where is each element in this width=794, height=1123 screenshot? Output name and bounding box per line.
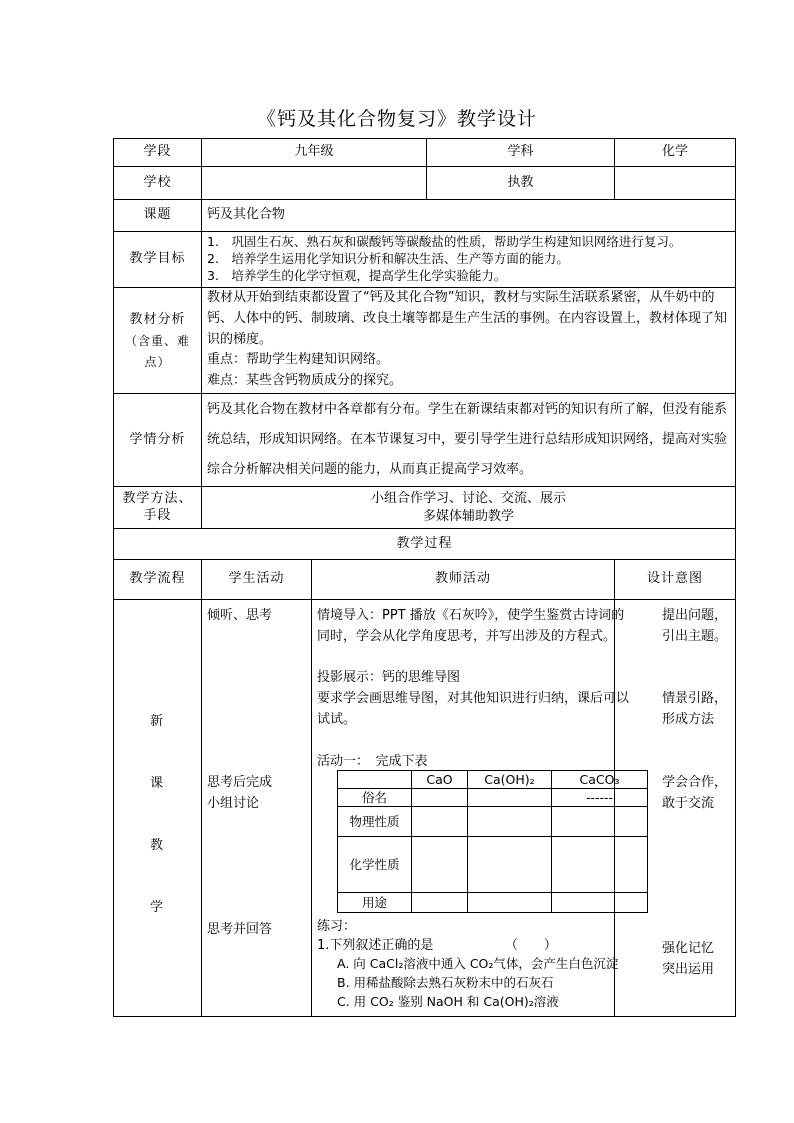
material-content: [202, 288, 736, 394]
students-text: 钙及其化合物在教材中各章都有分布。学生在新课结束都对钙的知识有所了解，但没有能系统总结，形成知识网络。在本节课复习中，要引导学生进行总结形成知识网络，提高对实验综合分析解决相关问题的能力，从而真正提高学习效率。: [202, 394, 736, 487]
flow-cell: [114, 600, 202, 1017]
question-1: 1.下列叙述正确的是 （ ）: [317, 938, 557, 953]
teacher-requirement-line-1: 要求学会画思维导图，对其他知识进行归纳，课后可以: [317, 691, 630, 706]
material-text: 教材从开始到结束都设置了“钙及其化合物”知识，教材与实际生活联系紧密，从牛奶中的钙、人体中的钙、制玻璃、改良土壤等都是生产生活的事例。在内容设置上，教材体现了知识的梯度。: [207, 290, 728, 347]
table-cell: [412, 789, 468, 807]
subject-label: 学科: [427, 139, 615, 167]
col-student: 学生活动: [202, 560, 312, 600]
material-label: 教材分析: [129, 312, 186, 328]
intent-text: 情景引路，: [662, 691, 728, 706]
teacher-projection: 投影展示：钙的思维导图: [317, 670, 461, 685]
table-cell: [552, 807, 648, 837]
teacher-intro-line-1: 情境导入：PPT 播放《石灰吟》，使学生鉴赏古诗词的: [317, 608, 625, 623]
methods-line-1: 小组合作学习、讨论、交流、展示: [371, 490, 567, 506]
row-label: 物理性质: [338, 807, 412, 837]
material-label-cell: [114, 288, 202, 394]
stage-value: 九年级: [202, 139, 427, 167]
table-cell: [468, 789, 552, 807]
goal-item: 1. 巩固生石灰、熟石灰和碳酸钙等碳酸盐的性质，帮助学生构建知识网络进行复习。: [207, 234, 682, 250]
teacher-label: 执教: [427, 167, 615, 200]
stage-char: 课: [150, 776, 164, 791]
option-c: C. 用 CO₂ 鉴别 NaOH 和 Ca(OH)₂溶液: [337, 994, 559, 1009]
table-cell: [412, 893, 468, 913]
topic-value: 钙及其化合物: [202, 200, 736, 232]
table-cell: [552, 893, 648, 913]
students-label: 学情分析: [114, 394, 202, 487]
methods-label: 教学方法、手段: [114, 487, 202, 529]
student-activity: 思考并回答: [207, 922, 273, 937]
table-cell: [552, 837, 648, 893]
intent-text: 学会合作，: [662, 775, 728, 790]
goals-label: 教学目标: [114, 232, 202, 288]
option-a: A. 向 CaCl₂溶液中通入 CO₂气体，会产生白色沉淀: [337, 956, 619, 971]
option-b: B. 用稀盐酸除去熟石灰粉末中的石灰石: [337, 975, 554, 990]
intent-text: 提出问题，: [662, 608, 728, 623]
compound-table: [337, 770, 648, 913]
stage-char: 教: [150, 838, 164, 853]
goals-list: [202, 232, 736, 288]
table-cell: [468, 807, 552, 837]
process-header: 教学过程: [114, 529, 736, 560]
stage-char: 新: [150, 714, 164, 729]
methods-content: [202, 487, 736, 529]
subject-value: 化学: [615, 139, 736, 167]
document-title: 《钙及其化合物复习》教学设计: [256, 108, 537, 130]
intent-text: 强化记忆: [662, 941, 715, 956]
material-label-sub: （含重、难点）: [124, 334, 190, 369]
teacher-requirement-line-2: 试试。: [317, 712, 357, 727]
stage-label: 学段: [114, 139, 202, 167]
col-intent: 设计意图: [615, 560, 736, 600]
col-teacher: 教师活动: [312, 560, 615, 600]
intent-text: 形成方法: [662, 712, 715, 727]
key-point: 重点：帮助学生构建知识网络。: [207, 352, 390, 368]
stage-char: 学: [150, 900, 164, 915]
table-cell: [412, 837, 468, 893]
goal-item: 2. 培养学生运用化学知识分析和解决生活、生产等方面的能力。: [207, 251, 569, 267]
intent-text: 引出主题。: [662, 629, 728, 644]
teacher-intro-line-2: 同时，学会从化学角度思考，并写出涉及的方程式。: [317, 629, 617, 644]
student-activity: 思考后完成: [207, 775, 273, 790]
row-label: 用途: [338, 893, 412, 913]
table-cell: [468, 837, 552, 893]
col-flow: 教学流程: [114, 560, 202, 600]
table-cell: [412, 807, 468, 837]
exercise-label: 练习：: [317, 919, 357, 934]
school-value: [202, 167, 427, 200]
intent-text: 突出运用: [662, 962, 715, 977]
activity-one-label: 活动一： 完成下表: [317, 754, 428, 769]
table-cell: [468, 893, 552, 913]
goal-item: 3. 培养学生的化学守恒观，提高学生化学实验能力。: [207, 267, 507, 283]
intent-text: 敢于交流: [662, 796, 715, 811]
methods-line-2: 多媒体辅助教学: [423, 508, 515, 524]
caco3-common-name: ------: [552, 789, 648, 807]
compound-header: Ca(OH)₂: [468, 771, 552, 789]
row-label: 化学性质: [338, 837, 412, 893]
compound-header: [338, 771, 412, 789]
difficult-point: 难点：某些含钙物质成分的探究。: [207, 373, 403, 389]
teacher-value: [615, 167, 736, 200]
topic-label: 课题: [114, 200, 202, 232]
student-activity: 小组讨论: [207, 796, 260, 811]
student-activity: 倾听、思考: [207, 608, 273, 623]
school-label: 学校: [114, 167, 202, 200]
compound-header: CaCO₃: [552, 771, 648, 789]
compound-header: CaO: [412, 771, 468, 789]
row-label: 俗名: [338, 789, 412, 807]
